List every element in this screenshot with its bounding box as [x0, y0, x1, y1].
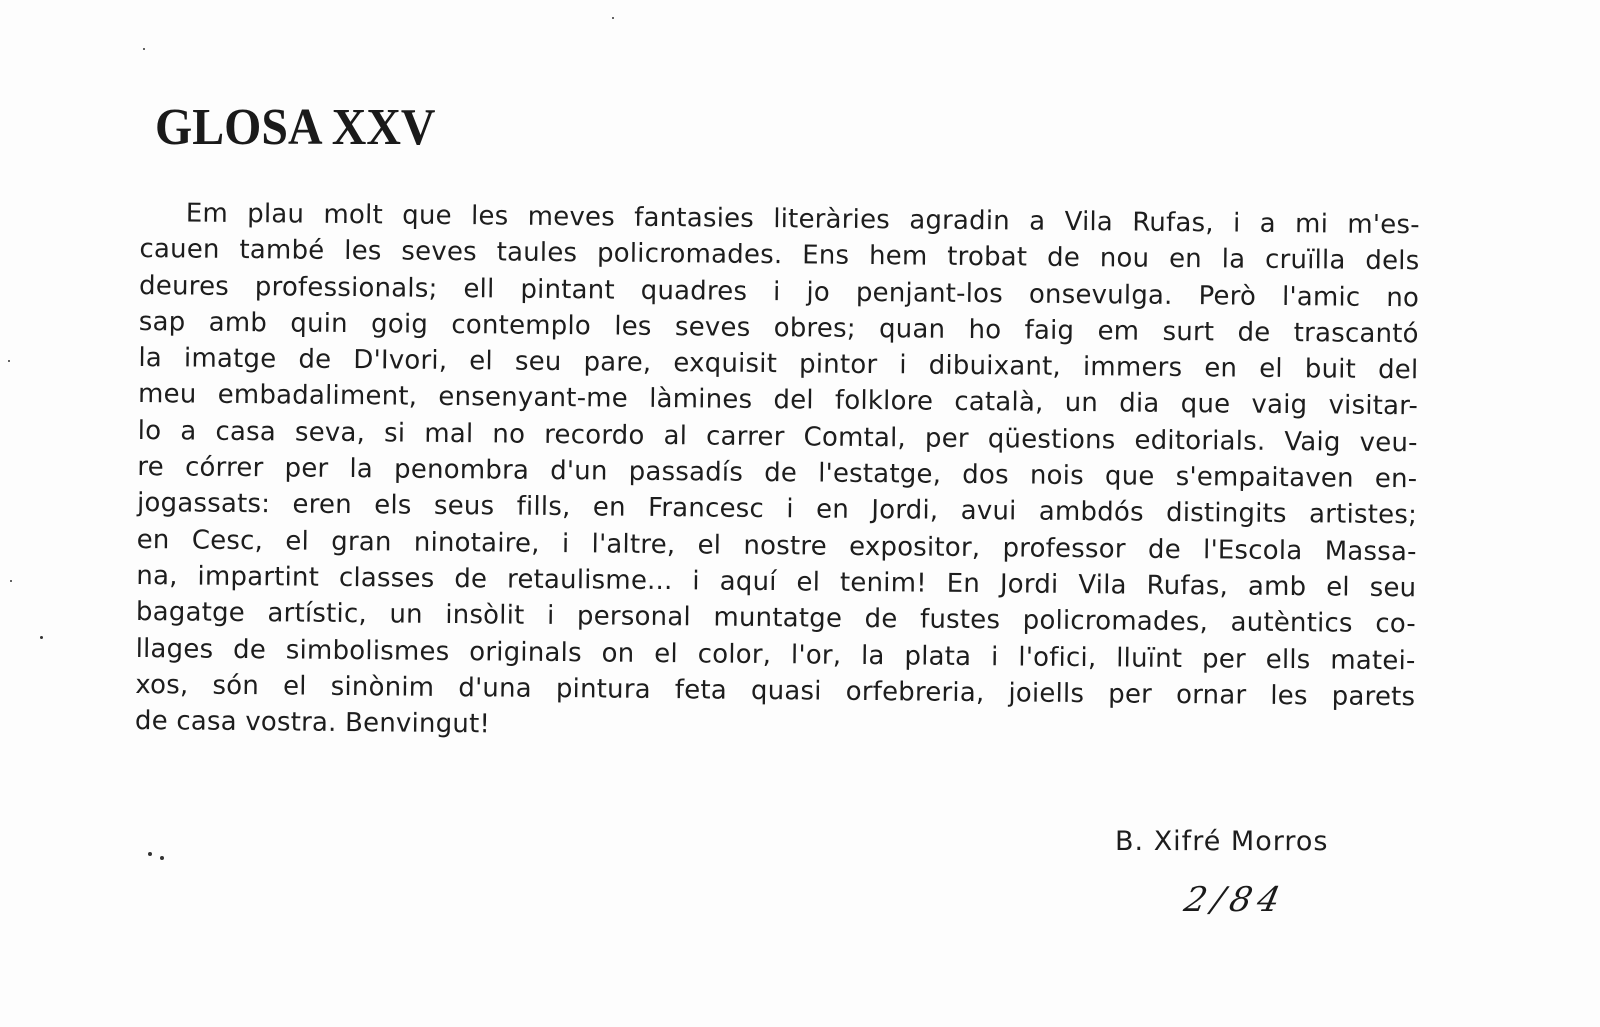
author-signature: B. Xifré Morros — [1115, 826, 1329, 857]
text-line: sap amb quin goig contemplo les seves obres; quan ho faig em surt de trascantó — [138, 306, 1419, 350]
scan-speck — [40, 636, 43, 639]
body-paragraph — [135, 195, 1420, 752]
scan-speck — [8, 360, 10, 362]
scan-speck — [612, 17, 614, 19]
text-line: lo a casa seva, si mal no recordo al carrer Comtal, per qüestions editorials. Vaig veu- — [137, 415, 1418, 459]
text-line: bagatge artístic, un insòlit i personal muntatge de fustes policromades, autèntics co- — [135, 597, 1417, 640]
scan-speck — [143, 48, 145, 50]
text-line: Em plau molt que les meves fantasies literàries agradin a Vila Rufas, i a mi m'es- — [185, 198, 1420, 241]
scan-speck — [160, 856, 164, 860]
text-line: llages de simbolismes originals on el color, l'or, la plata i l'ofici, lluïnt per ells matei- — [135, 633, 1416, 676]
text-line: cauen també les seves taules policromades. Ens hem trobat de nou en la cruïlla dels — [139, 234, 1420, 277]
text-line: en Cesc, el gran ninotaire, i l'altre, el nostre expositor, professor de l'Escola Massa- — [136, 524, 1417, 567]
text-line: jogassats: eren els seus fills, en Francesc i en Jordi, avui ambdós distingits artistes; — [136, 488, 1418, 531]
text-line: na, impartint classes de retaulisme... i aquí el tenim! En Jordi Vila Rufas, amb el seu — [136, 560, 1417, 604]
text-line: xos, són el sinònim d'una pintura feta quasi orfebreria, joiells per ornar les parets — [135, 669, 1416, 713]
text-line: la imatge de D'Ivori, el seu pare, exquisit pintor i dibuixant, immers en el buit del — [138, 343, 1419, 386]
text-line: de casa vostra. Benvingut! — [134, 706, 491, 740]
document-title: GLOSA XXV — [155, 99, 436, 156]
text-line: re córrer per la penombra d'un passadís de l'estatge, dos nois que s'empaitaven en- — [137, 452, 1418, 495]
scan-speck — [10, 580, 12, 582]
text-line: meu embadaliment, ensenyant-me làmines del folklore català, un dia que vaig visitar- — [137, 379, 1419, 422]
text-line: deures professionals; ell pintant quadres i jo penjant-los onsevulga. Però l'amic no — [138, 270, 1420, 313]
handwritten-date: 2/84 — [1180, 880, 1290, 920]
scan-speck — [148, 852, 152, 856]
